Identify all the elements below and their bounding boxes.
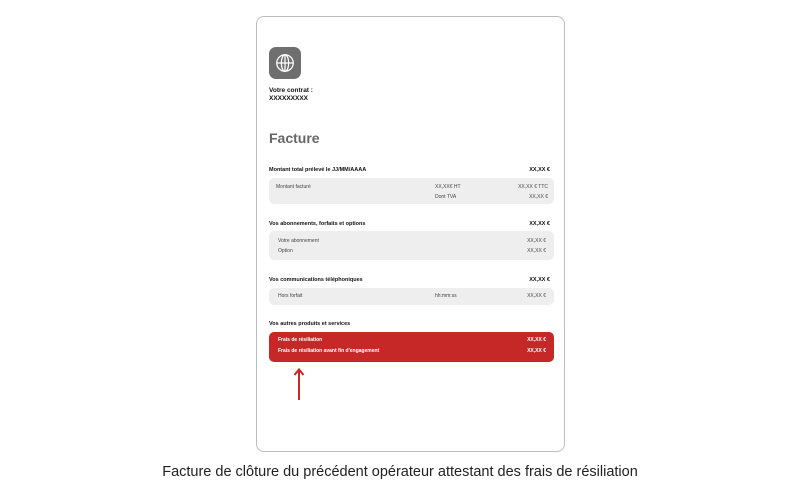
section-amount: XX,XX €	[529, 277, 550, 283]
row-amount: XX,XX € TTC	[518, 184, 548, 190]
row-label: Hors forfait	[278, 293, 303, 299]
contract-label: Votre contrat :	[269, 87, 313, 94]
row-amount: XX,XX €	[527, 293, 546, 299]
section-heading: Vos autres produits et services	[269, 321, 351, 327]
contract-number: XXXXXXXXX	[269, 95, 309, 102]
invoice-card	[256, 16, 565, 452]
row-amount: XX,XX €	[527, 337, 546, 343]
row-label: Frais de résiliation	[278, 337, 323, 343]
row-mid: hh:mm:ss	[435, 293, 457, 299]
globe-icon	[269, 47, 301, 79]
termination-fees-box	[269, 332, 554, 362]
row-mid: Dont TVA	[435, 194, 457, 200]
row-amount: XX,XX €	[527, 238, 546, 244]
section-amount: XX,XX €	[529, 221, 550, 227]
row-amount: XX,XX €	[527, 348, 546, 354]
contract-info	[269, 87, 313, 103]
section-total-box	[269, 178, 554, 204]
arrow-up-icon	[293, 367, 305, 401]
row-label: Option	[278, 248, 293, 254]
section-heading: Vos communications téléphoniques	[269, 277, 363, 283]
section-subscriptions-heading	[269, 221, 550, 227]
section-communications-box	[269, 288, 554, 305]
row-label: Montant facturé	[276, 184, 311, 190]
row-amount: XX,XX €	[527, 248, 546, 254]
section-amount: XX,XX €	[529, 167, 550, 173]
section-other-heading	[269, 321, 550, 327]
row-mid: XX,XX€ HT	[435, 184, 461, 190]
section-heading: Montant total prélevé le JJ/MM/AAAA	[269, 167, 367, 173]
section-total-heading	[269, 167, 550, 173]
page-title: Facture	[269, 130, 320, 146]
figure-caption: Facture de clôture du précédent opérateur attestant des frais de résiliation	[162, 464, 638, 480]
row-label: Votre abonnement	[278, 238, 319, 244]
section-communications-heading	[269, 277, 550, 283]
row-label: Frais de résiliation avant fin d'engagement	[278, 348, 380, 354]
section-heading: Vos abonnements, forfaits et options	[269, 221, 366, 227]
row-amount: XX,XX €	[529, 194, 548, 200]
section-subscriptions-box	[269, 231, 554, 260]
